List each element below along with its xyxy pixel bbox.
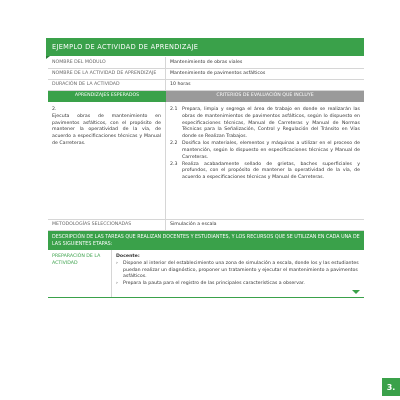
criterio-text: Prepara, limpia y segrega el área de trabajo en donde se realizarán las obras de mantenimientos de pavimentos asfálticos, según lo dispuesto en especificaciones técnicas, Manual de Carreteras y Manual de Normas Técnicas para la Señalización, Control y Regulación del Tránsito en Vías donde se Realizan Trabajos. [182,107,360,140]
criterio-number: 2.3 [170,161,178,167]
content-row [48,102,364,220]
descripcion-band: DESCRIPCIÓN DE LAS TAREAS QUE REALIZAN DOCENTES Y ESTUDIANTES, Y LOS RECURSOS QUE SE UTILIZAN EN CADA UNA DE LAS SIGUIENTES ETAPAS: [48,231,364,250]
bullet-arrow-icon: › [116,281,118,287]
modulo-value: Mantenimiento de obras viales [170,59,243,65]
aprendizaje-number: 2. [52,107,57,112]
activity-table [48,58,364,298]
page-number: 3. [386,382,396,392]
preparacion-content [112,250,364,297]
criterio-item [170,107,360,141]
aprendizaje-cell [48,102,166,219]
bullet-arrow-icon: › [116,260,118,266]
row-duracion [48,80,364,91]
bullet-text: Prepara la pauta para el registro de las principales características a observar. [123,281,305,287]
bullet-text: Dispone al interior del establecimiento una zona de simulación a escala, donde los y las estudiantes puedan realizar un diagnóstico, proponer un tratamiento y ejecutar el mantenimiento a pavimentos asfálticos. [123,260,359,280]
actividad-value: Mantenimiento de pavimentos asfálticos [170,70,266,76]
criterio-item [170,162,360,182]
criterio-item [170,141,360,161]
criterio-number: 2.1 [170,107,178,112]
preparacion-bullet [116,281,360,288]
aprendizaje-text: Ejecuta obras de mantenimiento en pavimentos asfálticos, con el propósito de mantener la operatividad de la vía, de acuerdo a especificaciones técnicas y Manual de Carreteras. [52,113,161,147]
modulo-label: NOMBRE DEL MÓDULO [48,57,166,69]
docente-label: Docente: [116,254,140,259]
criterios-header: CRITERIOS DE EVALUACIÓN QUE INCLUYE [166,91,364,102]
criterio-text: Dosifica los materiales, elementos y máquinas a utilizar en el proceso de mantención, según lo dispuesto en especificaciones técnicas y Manual de Carreteras. [182,141,360,160]
activity-header-title: EJEMPLO DE ACTIVIDAD DE APRENDIZAJE [52,43,199,51]
criterio-number: 2.2 [170,141,178,147]
page-number-badge [382,378,400,396]
criterio-text: Realiza acabadamente sellado de grietas, baches superficiales y profundos, con el propósito de mantener la operatividad de la vía, de acuerdo a especificaciones técnicas y Manual de Carreteras. [182,161,360,181]
subheader-row [48,91,364,102]
preparacion-bullet [116,261,360,281]
continue-arrow-icon [352,290,360,294]
aprendizajes-header: APRENDIZAJES ESPERADOS [48,91,166,102]
row-metodologias [48,220,364,231]
metodologias-label: METODOLOGÍAS SELECCIONADAS [48,219,166,231]
preparacion-row [48,250,364,298]
activity-header [46,38,364,56]
criterios-cell [166,102,364,219]
preparacion-label: PREPARACIÓN DE LA ACTIVIDAD [48,250,112,297]
duracion-label: DURACIÓN DE LA ACTIVIDAD [48,79,166,91]
duracion-value: 10 horas [170,81,191,87]
actividad-label: NOMBRE DE LA ACTIVIDAD DE APRENDIZAJE [48,68,166,80]
metodologias-value: Simulación a escala [170,221,217,227]
